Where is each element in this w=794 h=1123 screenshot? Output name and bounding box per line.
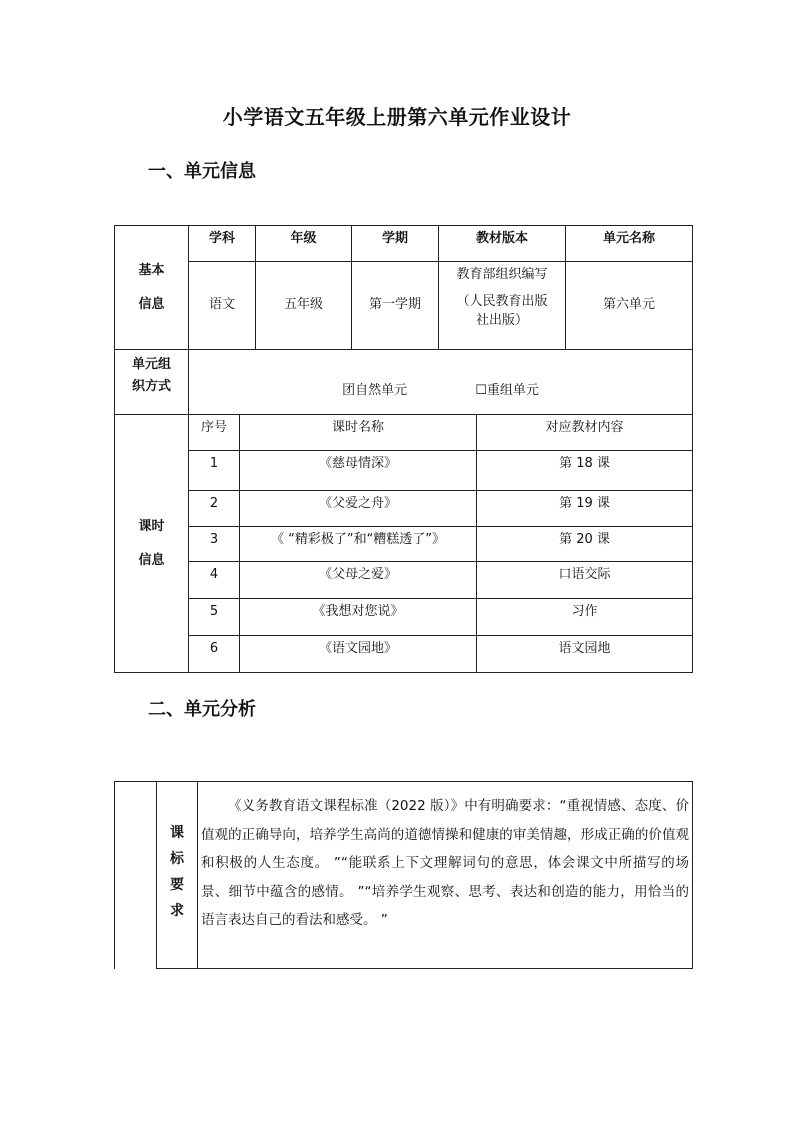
lesson-no: 2 <box>189 491 240 527</box>
lesson-header-no: 序号 <box>189 415 240 451</box>
header-grade: 年级 <box>256 226 352 262</box>
header-edition: 教材版本 <box>439 226 566 262</box>
unit-info-table <box>114 225 693 673</box>
lesson-name: 《语文园地》 <box>240 636 477 673</box>
org-method-label: 单元组 织方式 <box>115 350 189 415</box>
lesson-content: 第 20 课 <box>477 527 693 562</box>
header-subject: 学科 <box>189 226 256 262</box>
lesson-no: 3 <box>189 527 240 562</box>
lesson-no: 6 <box>189 636 240 673</box>
table-row <box>115 527 693 562</box>
value-unit-name: 第六单元 <box>566 262 693 350</box>
table-row <box>115 636 693 673</box>
lesson-no: 4 <box>189 562 240 599</box>
value-edition: 教育部组织编写 （人民教育出版 社出版） <box>439 262 566 350</box>
lesson-content: 第 18 课 <box>477 451 693 491</box>
table-row <box>115 491 693 527</box>
curriculum-requirement-label: 课 标 要 求 <box>157 782 198 969</box>
lesson-name: 《父母之爱》 <box>240 562 477 599</box>
section-heading-unit-info: 一、单元信息 <box>148 161 256 182</box>
lesson-content: 习作 <box>477 599 693 636</box>
section-heading-unit-analysis: 二、单元分析 <box>148 699 256 720</box>
header-unit-name: 单元名称 <box>566 226 693 262</box>
lesson-name: 《慈母情深》 <box>240 451 477 491</box>
regroup-unit-option[interactable]: ☐重组单元 <box>475 382 539 398</box>
lesson-no: 5 <box>189 599 240 636</box>
org-method-options <box>189 350 693 415</box>
lesson-header-content: 对应教材内容 <box>477 415 693 451</box>
value-subject: 语文 <box>189 262 256 350</box>
basic-info-label: 基本 信息 <box>115 226 189 350</box>
analysis-blank-cell <box>115 782 157 969</box>
natural-unit-option[interactable]: 团自然单元 <box>342 382 408 398</box>
lesson-no: 1 <box>189 451 240 491</box>
lesson-name: 《 “精彩极了”和“糟糕透了”》 <box>240 527 477 562</box>
lesson-header-name: 课时名称 <box>240 415 477 451</box>
table-row <box>115 599 693 636</box>
curriculum-requirement-text: 《义务教育语文课程标准（2022 版）》中有明确要求：“重视情感、态度、价值观的正确导向，培养学生高尚的道德情操和健康的审美情趣，形成正确的价值观和积极的人生态度。 ”“能联系上下文理解词句的意思，体会课文中所描写的场景、细节中蕴含的感情。 ”“培养学生观察、思考、表达和创造的能力，用恰当的语言表达自己的看法和感受。 ” <box>198 782 693 969</box>
lesson-content: 第 19 课 <box>477 491 693 527</box>
lesson-info-label: 课时 信息 <box>115 415 189 673</box>
value-grade: 五年级 <box>256 262 352 350</box>
table-row <box>115 451 693 491</box>
value-term: 第一学期 <box>352 262 439 350</box>
document-title: 小学语文五年级上册第六单元作业设计 <box>222 105 572 129</box>
unit-analysis-table <box>114 781 693 969</box>
lesson-name: 《父爱之舟》 <box>240 491 477 527</box>
table-row <box>115 562 693 599</box>
lesson-content: 口语交际 <box>477 562 693 599</box>
lesson-name: 《我想对您说》 <box>240 599 477 636</box>
lesson-content: 语文园地 <box>477 636 693 673</box>
header-term: 学期 <box>352 226 439 262</box>
